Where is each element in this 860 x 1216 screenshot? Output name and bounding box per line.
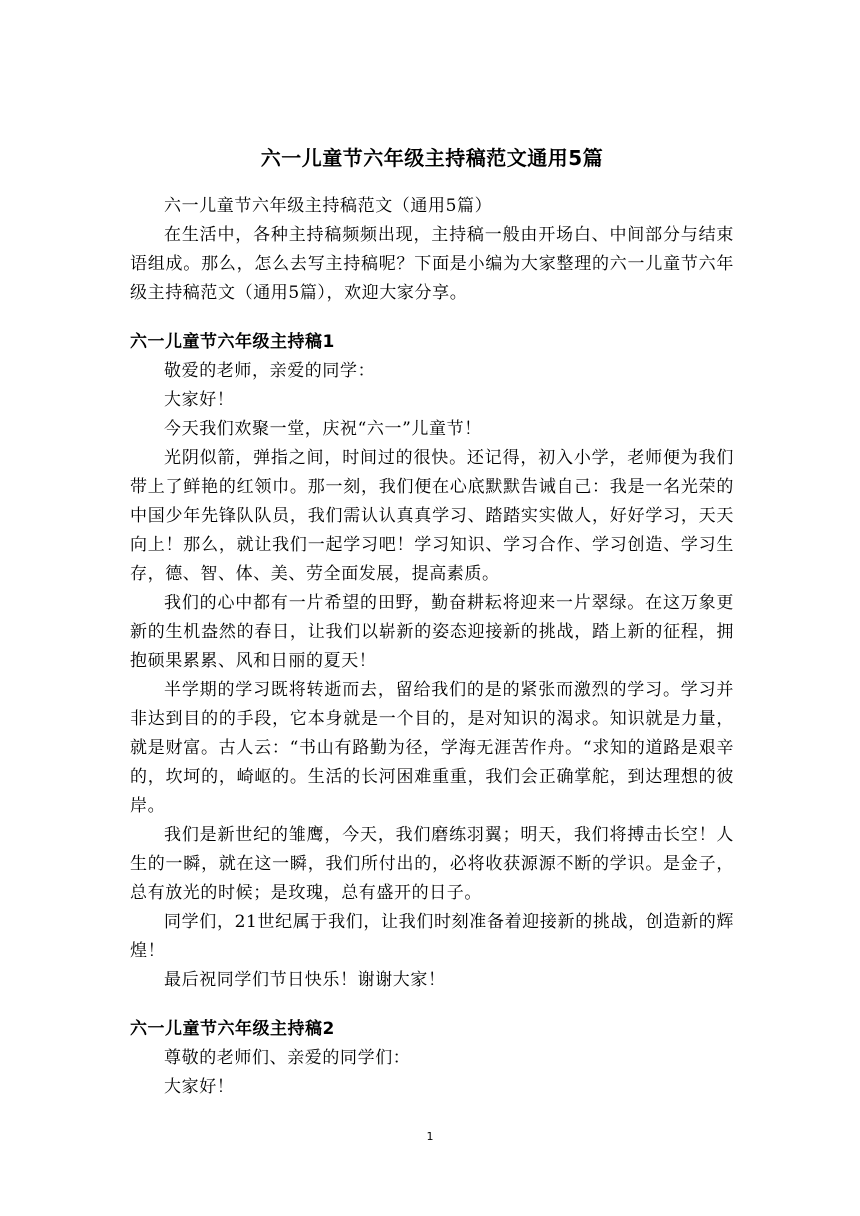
body-paragraph: 敬爱的老师，亲爱的同学： [164, 361, 376, 381]
document-body [130, 142, 734, 1102]
document-title: 六一儿童节六年级主持稿范文通用5篇 [260, 146, 604, 170]
body-paragraph: 今天我们欢聚一堂，庆祝“六一”儿童节！ [164, 419, 482, 439]
body-paragraph: 大家好！ [164, 390, 235, 410]
body-paragraph: 大家好！ [164, 1077, 235, 1097]
page-number: 1 [426, 1130, 434, 1143]
body-paragraph: 半学期的学习既将转逝而去，留给我们的是的紧张而激烈的学习。学习并非达到目的的手段，它本身就是一个目的，是对知识的渴求。知识就是力量，就是财富。古人云：“书山有路勤为径，学海无涯苦作舟。“求知的道路是艰辛的，坎坷的，崎岖的。生活的长河困难重重，我们会正确掌舵，到达理想的彼岸。 [130, 680, 734, 816]
body-paragraph: 尊敬的老师们、亲爱的同学们： [164, 1048, 411, 1068]
body-paragraph: 我们是新世纪的雏鹰，今天，我们磨练羽翼；明天，我们将搏击长空！人生的一瞬，就在这一瞬，我们所付出的，必将收获源源不断的学识。是金子，总有放光的时候；是玫瑰，总有盛开的日子。 [130, 825, 734, 903]
section-heading: 六一儿童节六年级主持稿2 [130, 1019, 335, 1039]
body-paragraph: 光阴似箭，弹指之间，时间过的很快。还记得，初入小学，老师便为我们带上了鲜艳的红领巾。那一刻，我们便在心底默默告诫自己：我是一名光荣的中国少年先锋队队员，我们需认认真真学习、踏踏实实做人，好好学习，天天向上！那么，就让我们一起学习吧！学习知识、学习合作、学习创造、学习生存，德、智、体、美、劳全面发展，提高素质。 [130, 448, 734, 584]
intro-paragraph: 六一儿童节六年级主持稿范文（通用5篇） [164, 196, 493, 216]
intro-paragraph: 在生活中，各种主持稿频频出现，主持稿一般由开场白、中间部分与结束语组成。那么，怎么去写主持稿呢？下面是小编为大家整理的六一儿童节六年级主持稿范文（通用5篇），欢迎大家分享。 [130, 225, 734, 303]
body-paragraph: 我们的心中都有一片希望的田野，勤奋耕耘将迎来一片翠绿。在这万象更新的生机盎然的春日，让我们以崭新的姿态迎接新的挑战，踏上新的征程，拥抱硕果累累、风和日丽的夏天！ [130, 593, 734, 671]
section-heading: 六一儿童节六年级主持稿1 [130, 332, 335, 352]
body-paragraph: 最后祝同学们节日快乐！谢谢大家！ [164, 970, 446, 990]
body-paragraph: 同学们，21世纪属于我们，让我们时刻准备着迎接新的挑战，创造新的辉煌！ [130, 912, 734, 961]
